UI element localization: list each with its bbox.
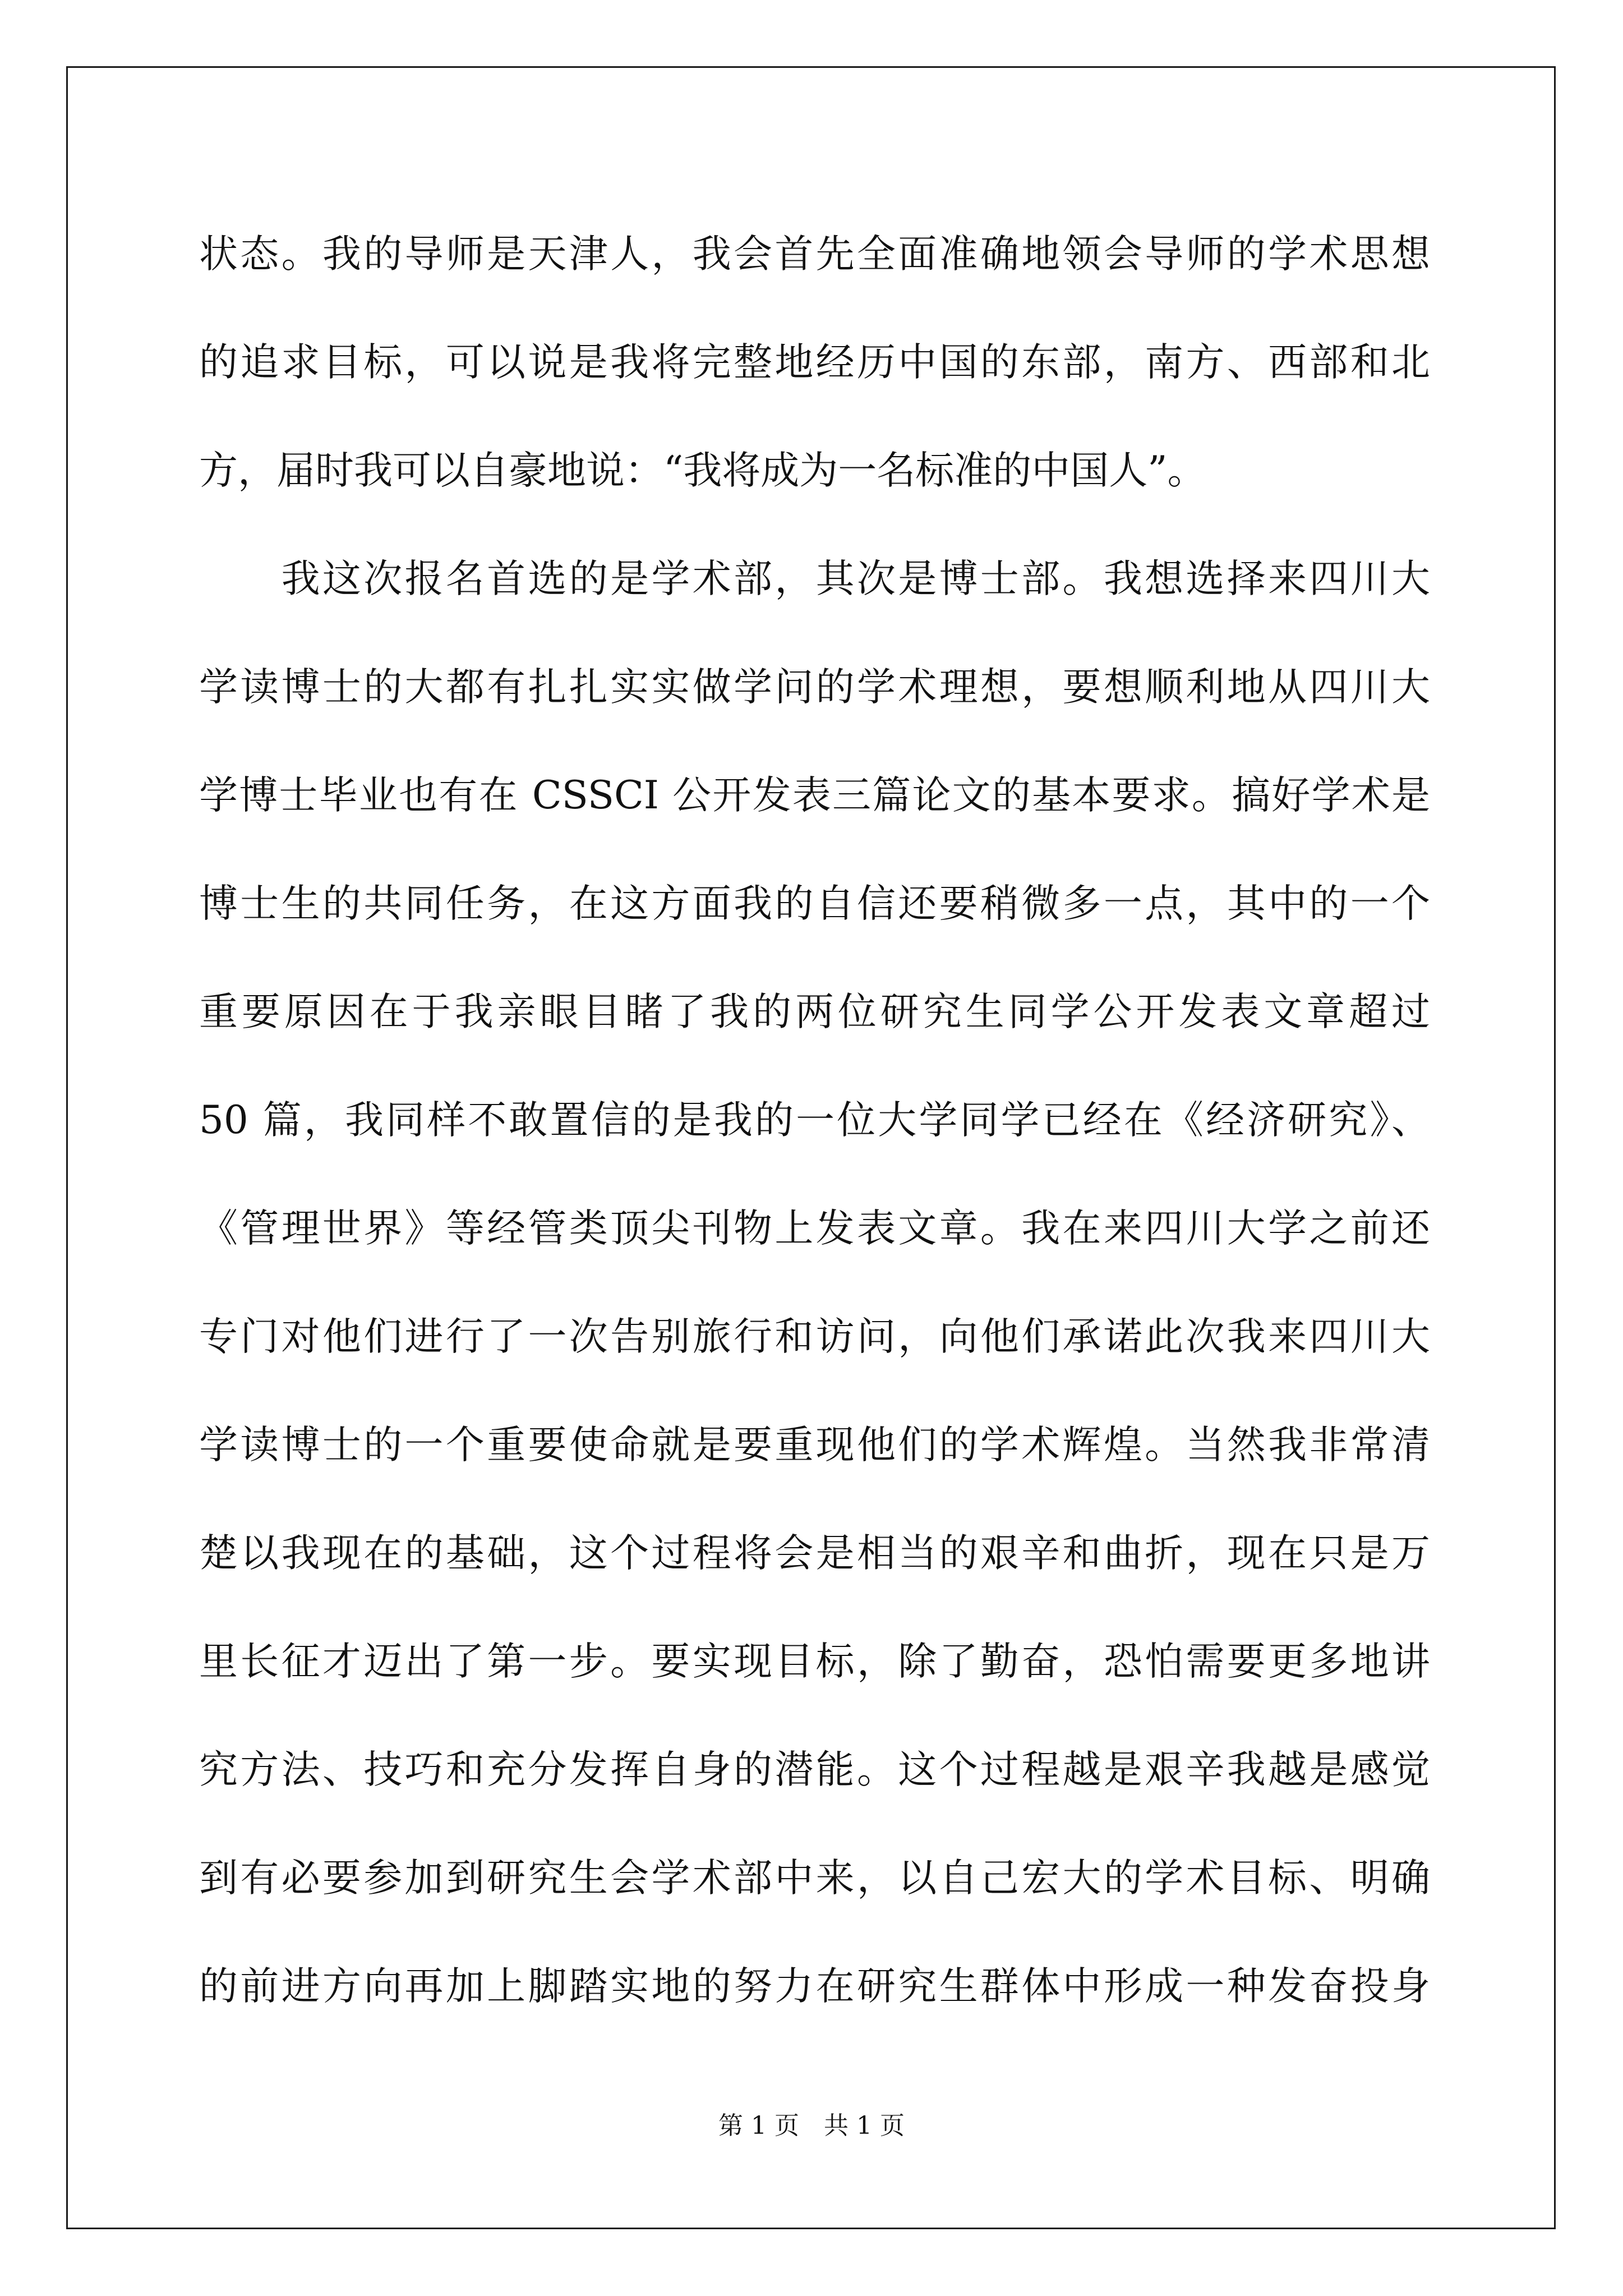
text-line: 里长征才迈出了第一步。要实现目标，除了勤奋，恐怕需要更多地讲: [199, 1639, 1430, 1684]
page-number: 第 1 页 共 1 页: [718, 2111, 905, 2140]
text-line: 博士生的共同任务，在这方面我的自信还要稍微多一点，其中的一个: [199, 881, 1430, 926]
text-line: 的前进方向再加上脚踏实地的努力在研究生群体中形成一种发奋投身: [199, 1964, 1430, 2009]
text-line: 状态。我的导师是天津人，我会首先全面准确地领会导师的学术思想: [199, 232, 1430, 277]
text-line: 学读博士的大都有扎扎实实做学问的学术理想，要想顺利地从四川大: [199, 665, 1430, 710]
text-line: 专门对他们进行了一次告别旅行和访问，向他们承诺此次我来四川大: [199, 1314, 1430, 1359]
text-line: 方，届时我可以自豪地说：“我将成为一名标准的中国人”。: [199, 448, 1206, 493]
text-line: 50 篇，我同样不敢置信的是我的一位大学同学已经在《经济研究》、: [199, 1098, 1430, 1143]
text-line: 《管理世界》等经管类顶尖刊物上发表文章。我在来四川大学之前还: [199, 1206, 1430, 1251]
text-line: 我这次报名首选的是学术部，其次是博士部。我想选择来四川大: [199, 556, 1430, 601]
text-line: 楚以我现在的基础，这个过程将会是相当的艰辛和曲折，现在只是万: [199, 1531, 1430, 1576]
text-line: 的追求目标，可以说是我将完整地经历中国的东部，南方、西部和北: [199, 340, 1430, 385]
text-line: 学博士毕业也有在 CSSCI 公开发表三篇论文的基本要求。搞好学术是: [199, 773, 1430, 818]
text-line: 究方法、技巧和充分发挥自身的潜能。这个过程越是艰辛我越是感觉: [199, 1747, 1430, 1792]
text-line: 重要原因在于我亲眼目睹了我的两位研究生同学公开发表文章超过: [199, 990, 1430, 1034]
text-line: 到有必要参加到研究生会学术部中来，以自己宏大的学术目标、明确: [199, 1856, 1430, 1901]
text-line: 学读博士的一个重要使命就是要重现他们的学术辉煌。当然我非常清: [199, 1423, 1430, 1467]
